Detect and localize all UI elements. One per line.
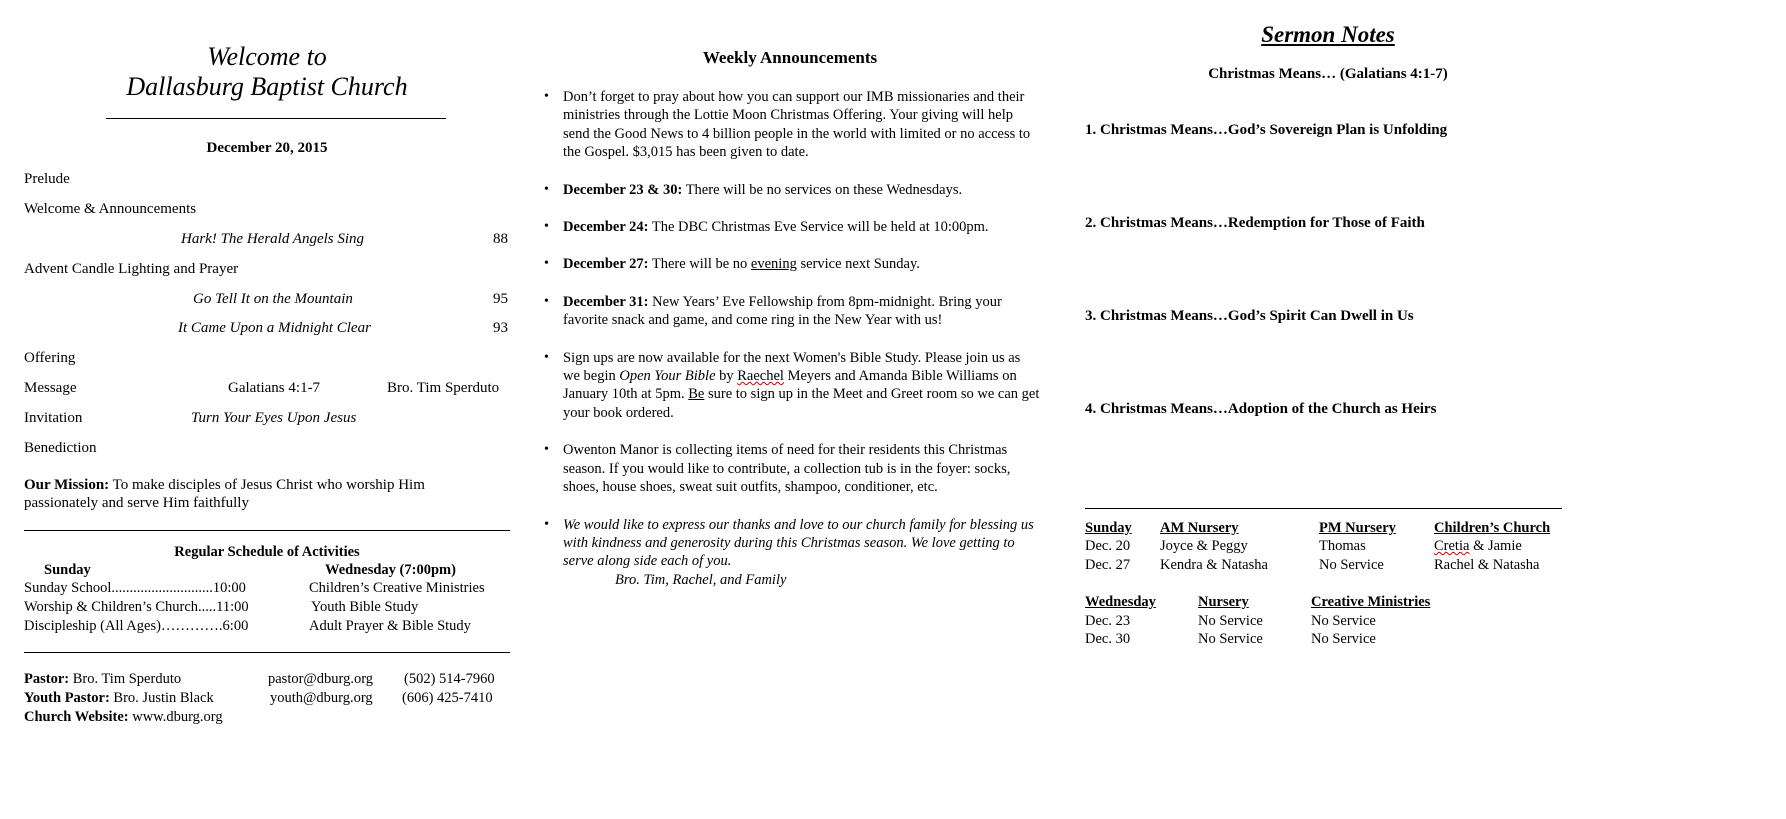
nursery-cell-date: Dec. 20 xyxy=(1085,538,1131,554)
wednesday-cell-creative: No Service xyxy=(1311,613,1376,629)
wednesday-cell-nursery: No Service xyxy=(1198,631,1263,647)
announcement-item xyxy=(540,218,1040,236)
youth-pastor-phone: (606) 425-7410 xyxy=(402,690,493,706)
announcement-text: There will be no xyxy=(648,256,751,273)
schedule-sunday-row: Discipleship (All Ages)………….6:00 xyxy=(24,618,249,634)
schedule-wednesday-header: Wednesday (7:00pm) xyxy=(325,562,456,578)
hymn-title: Hark! The Herald Angels Sing xyxy=(181,231,365,247)
announcement-item xyxy=(540,293,1040,330)
author-name: Raechel xyxy=(737,368,784,385)
announcement-item xyxy=(540,255,1040,273)
mission-statement xyxy=(24,477,425,494)
order-welcome: Welcome & Announcements xyxy=(24,201,197,217)
nursery-cell-am: Kendra & Natasha xyxy=(1160,557,1268,573)
message-scripture: Galatians 4:1-7 xyxy=(228,380,321,396)
announcement-text: The DBC Christmas Eve Service will be held at 10:00pm. xyxy=(648,219,989,236)
section-divider xyxy=(24,652,510,653)
hymn-title: Go Tell It on the Mountain xyxy=(193,291,353,307)
schedule-wednesday-row: Children’s Creative Ministries xyxy=(309,580,485,596)
mission-text: To make disciples of Jesus Christ who worship Him xyxy=(109,477,425,493)
schedule-sunday-row: Sunday School............................10:00 xyxy=(24,580,246,596)
sermon-notes-title: Sermon Notes xyxy=(1261,22,1395,47)
thank-you-signature: Bro. Tim, Rachel, and Family xyxy=(615,571,787,588)
nursery-cell-name: Cretia xyxy=(1434,538,1470,554)
hymn-number: 88 xyxy=(493,231,508,247)
order-prelude: Prelude xyxy=(24,171,70,187)
nursery-header-sunday: Sunday xyxy=(1085,520,1132,536)
schedule-wednesday-row: Adult Prayer & Bible Study xyxy=(309,618,471,634)
section-divider xyxy=(1085,508,1562,509)
order-advent: Advent Candle Lighting and Prayer xyxy=(24,261,239,277)
announcement-text: There will be no services on these Wednesdays. xyxy=(682,181,963,198)
hymn-title: It Came Upon a Midnight Clear xyxy=(178,320,371,336)
wednesday-header-nursery: Nursery xyxy=(1198,594,1249,610)
thank-you-text: We would like to express our thanks and love to our church family for blessing us with kindness and generosity during this Christmas season. We love getting to serve along side each of you. xyxy=(563,516,1034,570)
message-speaker: Bro. Tim Sperduto xyxy=(387,380,500,396)
title-divider xyxy=(106,118,446,119)
section-divider xyxy=(24,530,510,531)
nursery-header-pm: PM Nursery xyxy=(1319,520,1396,536)
mission-statement-line2: passionately and serve Him faithfully xyxy=(24,495,249,511)
sermon-point: 1. Christmas Means…God’s Sovereign Plan is Unfolding xyxy=(1085,122,1448,138)
sermon-point: 2. Christmas Means…Redemption for Those of Faith xyxy=(1085,215,1425,231)
announcement-item xyxy=(540,441,1040,496)
schedule-sunday-row: Worship & Children’s Church.....11:00 xyxy=(24,599,249,615)
youth-pastor-contact xyxy=(24,690,214,707)
welcome-title-line1: Welcome to xyxy=(207,42,327,71)
sermon-point: 4. Christmas Means…Adoption of the Church as Heirs xyxy=(1085,401,1437,417)
announcement-item xyxy=(540,349,1040,423)
nursery-cell-name: & Jamie xyxy=(1469,538,1522,554)
announcement-text: Meyers and Amanda Bible Williams on January 10th at 5pm. xyxy=(563,368,1017,403)
wednesday-cell-creative: No Service xyxy=(1311,631,1376,647)
schedule-wednesday-row: Youth Bible Study xyxy=(311,599,419,615)
announcements-title: Weekly Announcements xyxy=(702,48,878,67)
mission-label: Our Mission: xyxy=(24,477,110,493)
announcement-label: December 24: xyxy=(563,219,649,236)
announcement-label: December 31: xyxy=(563,293,649,310)
nursery-header-childrens: Children’s Church xyxy=(1434,520,1551,536)
schedule-title: Regular Schedule of Activities xyxy=(174,544,360,560)
wednesday-header-creative: Creative Ministries xyxy=(1311,594,1431,610)
order-benediction: Benediction xyxy=(24,440,97,456)
announcement-underlined: Be xyxy=(688,386,705,403)
wednesday-cell-nursery: No Service xyxy=(1198,613,1263,629)
announcement-text: Don’t forget to pray about how you can support our IMB missionaries and their ministries through the Lottie Moon Christmas Offering. Your giving will help send the Good News to 4 billion people in the world with limited or no access to the Gospel. $3,015 has been given to date. xyxy=(563,89,1031,161)
announcement-text: service next Sunday. xyxy=(796,256,920,273)
youth-pastor-label: Youth Pastor: xyxy=(24,690,110,706)
announcement-text: Owenton Manor is collecting items of need for their residents this Christmas season. If you would like to contribute, a collection tub is in the foyer: socks, shoes, house shoes, sweat suit outfits, shampoo, conditioner, etc. xyxy=(563,442,1011,496)
hymn-number: 95 xyxy=(493,291,508,307)
order-message: Message xyxy=(24,380,77,396)
order-invitation: Invitation xyxy=(24,410,83,426)
church-website xyxy=(24,709,223,726)
thank-you-note xyxy=(540,516,1040,590)
nursery-cell-childrens xyxy=(1434,538,1522,555)
invitation-song: Turn Your Eyes Upon Jesus xyxy=(191,410,357,426)
website-label: Church Website: xyxy=(24,709,129,725)
welcome-title-line2: Dallasburg Baptist Church xyxy=(126,72,408,101)
wednesday-cell-date: Dec. 30 xyxy=(1085,631,1131,647)
pastor-contact xyxy=(24,671,181,688)
nursery-cell-date: Dec. 27 xyxy=(1085,557,1131,573)
announcement-text: by xyxy=(715,368,738,385)
pastor-phone: (502) 514-7960 xyxy=(404,671,495,687)
announcement-label: December 27: xyxy=(563,256,649,273)
hymn-number: 93 xyxy=(493,320,508,336)
wednesday-cell-date: Dec. 23 xyxy=(1085,613,1131,629)
nursery-cell-pm: No Service xyxy=(1319,557,1384,573)
website-url: www.dburg.org xyxy=(128,709,223,725)
announcement-label: December 23 & 30: xyxy=(563,181,683,198)
pastor-name: Bro. Tim Sperduto xyxy=(69,671,182,687)
announcement-item xyxy=(540,88,1040,162)
sermon-subtitle: Christmas Means… (Galatians 4:1-7) xyxy=(1208,66,1448,82)
schedule-sunday-header: Sunday xyxy=(44,562,91,578)
wednesday-header-day: Wednesday xyxy=(1085,594,1156,610)
pastor-label: Pastor: xyxy=(24,671,70,687)
nursery-cell-pm: Thomas xyxy=(1319,538,1366,554)
pastor-email: pastor@dburg.org xyxy=(268,671,374,687)
youth-pastor-name: Bro. Justin Black xyxy=(109,690,214,706)
announcement-underlined: evening xyxy=(750,256,797,273)
announcement-text: New Years’ Eve Fellowship from 8pm-midnight. Bring your favorite snack and game, and come ring in the New Year with us! xyxy=(563,293,1002,329)
youth-pastor-email: youth@dburg.org xyxy=(270,690,373,706)
nursery-header-am: AM Nursery xyxy=(1160,520,1239,536)
announcement-text: Sign ups are now available for the next Women's Bible Study. Please join us as we begin xyxy=(563,349,1021,385)
announcements-list xyxy=(540,88,1040,608)
service-date: December 20, 2015 xyxy=(206,140,328,156)
nursery-cell-am: Joyce & Peggy xyxy=(1160,538,1248,554)
announcement-item xyxy=(540,181,1040,199)
sermon-point: 3. Christmas Means…God’s Spirit Can Dwell in Us xyxy=(1085,308,1414,324)
order-offering: Offering xyxy=(24,350,76,366)
nursery-cell-childrens: Rachel & Natasha xyxy=(1434,557,1540,573)
announcement-text: sure to sign up in the Meet and Greet room so we can get your book ordered. xyxy=(563,386,1040,421)
book-title: Open Your Bible xyxy=(619,368,716,385)
